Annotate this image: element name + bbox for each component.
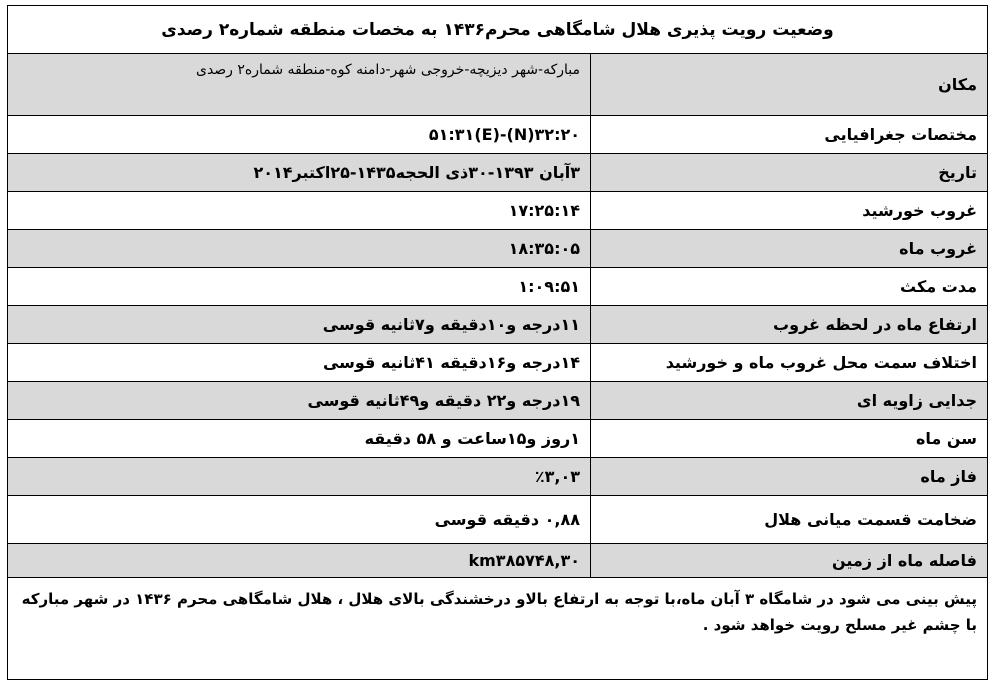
- row-value: ۱۴درجه و۱۶دقیقه ۴۱ثانیه قوسی: [322, 353, 580, 372]
- row-value: ۱:۰۹:۵۱: [518, 277, 580, 296]
- row-azimuth-difference: [8, 344, 987, 382]
- row-label: اختلاف سمت محل غروب ماه و خورشید: [590, 344, 987, 381]
- row-label: ارتفاع ماه در لحظه غروب: [590, 306, 987, 343]
- row-value: ۳۲:۲۰(N)-۵۱:۳۱(E): [428, 125, 580, 144]
- row-value: ۱۹درجه و۲۲ دقیقه و۴۹ثانیه قوسی: [307, 391, 580, 410]
- row-label: تاریخ: [590, 154, 987, 191]
- row-label: سن ماه: [590, 420, 987, 457]
- row-label: فاصله ماه از زمین: [590, 544, 987, 577]
- row-value: ۱روز و۱۵ساعت و ۵۸ دقیقه: [364, 429, 580, 448]
- row-earth-moon-distance: [8, 544, 987, 578]
- prediction-note: پیش بینی می شود در شامگاه ۳ آبان ماه،با توجه به ارتفاع بالاو درخشندگی بالای هلال ، هلال شامگاهی محرم ۱۴۳۶ در شهر مبارکه با چشم غیر مسلح رویت خواهد شود .: [21, 590, 977, 634]
- row-label: فاز ماه: [590, 458, 987, 495]
- row-value: ۱۸:۳۵:۰۵: [508, 239, 580, 258]
- row-lag-time: [8, 268, 987, 306]
- row-value: ۱۷:۲۵:۱۴: [508, 201, 580, 220]
- row-value: ۳آبان ۱۳۹۳-۳۰ذی الحجه۱۴۳۵-۲۵اکتبر۲۰۱۴: [253, 163, 580, 182]
- row-label: غروب ماه: [590, 230, 987, 267]
- row-label: مکان: [590, 54, 987, 115]
- report-title: وضعیت رویت پذیری هلال شامگاهی محرم۱۴۳۶ به مخصات منطقه شماره۲ رصدی: [8, 6, 987, 54]
- row-location: [8, 54, 987, 116]
- row-label: ضخامت قسمت میانی هلال: [590, 496, 987, 543]
- row-label: جدایی زاویه ای: [590, 382, 987, 419]
- row-crescent-width: [8, 496, 987, 544]
- row-value: مبارکه-شهر دیزیچه-خروجی شهر-دامنه کوه-منطقه شماره۲ رصدی: [195, 62, 580, 78]
- row-value: km۳۸۵۷۴۸,۳۰: [468, 551, 580, 570]
- visibility-report-table: [7, 5, 988, 680]
- row-label: غروب خورشید: [590, 192, 987, 229]
- row-label: مدت مکث: [590, 268, 987, 305]
- row-value: ۰,۸۸ دقیقه قوسی: [434, 510, 580, 529]
- row-moonset: [8, 230, 987, 268]
- row-moon-phase: [8, 458, 987, 496]
- row-moon-altitude: [8, 306, 987, 344]
- row-moon-age: [8, 420, 987, 458]
- row-sunset: [8, 192, 987, 230]
- row-value: ٪۳,۰۳: [534, 467, 580, 486]
- row-coordinates: [8, 116, 987, 154]
- row-elongation: [8, 382, 987, 420]
- row-label: مختصات جغرافیایی: [590, 116, 987, 153]
- row-value: ۱۱درجه و۱۰دقیقه و۷ثانیه قوسی: [322, 315, 580, 334]
- row-date: [8, 154, 987, 192]
